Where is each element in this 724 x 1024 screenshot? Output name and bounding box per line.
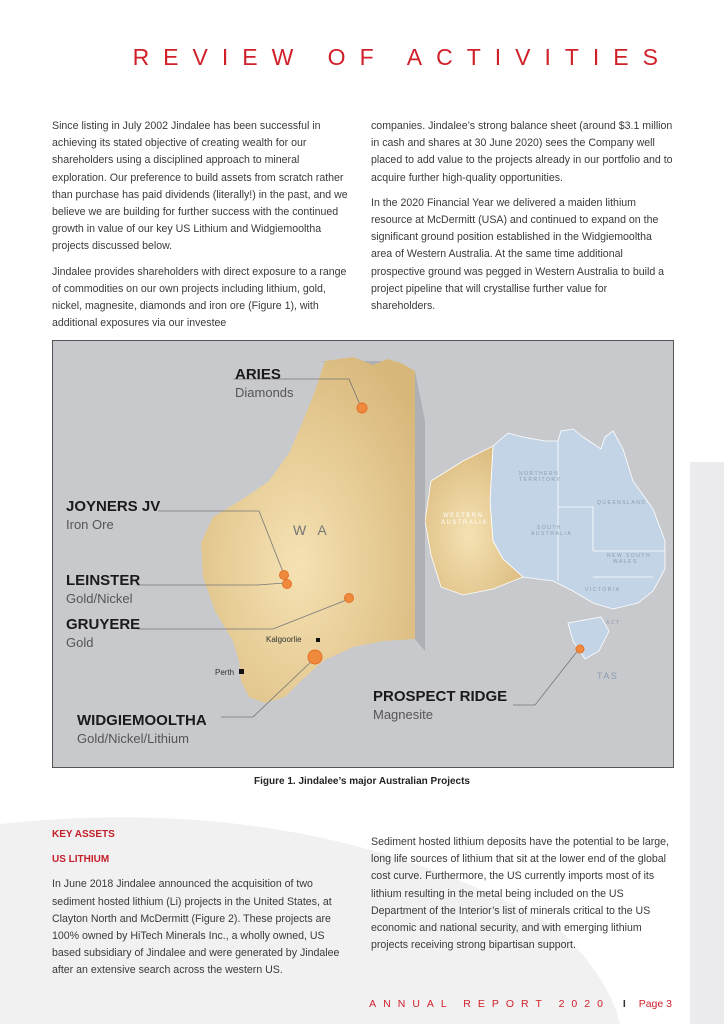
map-graphic	[53, 341, 673, 767]
section-heading: KEY ASSETS	[52, 829, 115, 840]
state-label: WESTERN	[443, 513, 484, 519]
widgiemooltha-marker	[308, 650, 322, 664]
state-label: NEW SOUTH	[607, 553, 652, 559]
intro-paragraph: Jindalee provides shareholders with direct exposure to a range of commodities on our own projects including lithium, gold, nickel, magnesite, diamonds and iron ore (Figure 1), with additional exposures via our investee	[52, 265, 347, 330]
body-paragraph: Sediment hosted lithium deposits have the potential to be large, long life sources of lithium that sit at the lower end of the global cost curve. Furthermore, the US currently imports most of its lithium resulting in the metal being included on the US Department of the Interior’s list of minerals critical to the US economic and national security, and with emerging lithium projects receiving strong bipartisan support.	[371, 836, 669, 952]
kalgoorlie-label: Kalgoorlie	[266, 635, 302, 644]
project-commodity-label: Magnesite	[373, 707, 433, 722]
project-name-label: GRUYERE	[66, 616, 141, 633]
project-name-label: WIDGIEMOOLTHA	[77, 712, 207, 729]
leinster-marker	[283, 580, 292, 589]
page-title: REVIEW OF ACTIVITIES	[132, 44, 672, 70]
state-label: VICTORIA	[585, 587, 621, 593]
state-label: QUEENSLAND	[597, 500, 647, 506]
project-commodity-label: Gold	[66, 635, 94, 650]
perth-label: Perth	[215, 668, 235, 677]
intro-paragraph: Since listing in July 2002 Jindalee has been successful in achieving its stated objective of creating wealth for our shareholders using a disciplined approach to mineral exploration. Our preference to build assets from scratch rather than purchase has paid dividends (literally!) in the past, and we believe we are building for further success with the continued growth in value of our key US Lithium and Widgiemooltha projects discussed below.	[52, 120, 348, 253]
wa-label: W A	[293, 522, 331, 538]
section-subheading: US LITHIUM	[52, 854, 110, 866]
intro-left-column	[52, 118, 354, 340]
project-name-label: PROSPECT RIDGE	[373, 688, 508, 705]
state-label: AUSTRALIA	[441, 520, 488, 526]
perth-marker	[239, 669, 244, 674]
body-paragraph: In June 2018 Jindalee announced the acquisition of two sediment hosted lithium (Li) projects in the United States, at Clayton North and McDermitt (Figure 2). These projects are 100% owned by HiTech Minerals Inc., a wholly owned, US based subsidiary of Jindalee and were generated by Jindalee after an extensive search across the western US.	[52, 878, 340, 977]
aries-marker	[357, 403, 367, 413]
project-commodity-label: Gold/Nickel/Lithium	[77, 731, 189, 746]
intro-right-column	[371, 118, 673, 323]
prospect-ridge-marker	[576, 645, 584, 653]
state-label: NORTHERN	[519, 471, 560, 477]
state-label: AUSTRALIA	[531, 531, 573, 537]
footer-report-title: ANNUAL REPORT 2020	[369, 998, 610, 1010]
project-commodity-label: Diamonds	[235, 385, 294, 400]
state-label: SOUTH	[537, 525, 562, 531]
intro-paragraph: companies. Jindalee’s strong balance sheet (around $3.1 million in cash and shares at 30 June 2020) sees the Company well placed to add value to the projects already in our portfolio and to acquire further high-quality opportunities.	[371, 120, 673, 184]
project-commodity-label: Iron Ore	[66, 517, 114, 532]
gruyere-marker	[345, 594, 354, 603]
key-assets-left-column	[52, 826, 354, 988]
state-label: TAS	[597, 671, 619, 681]
state-label: WALES	[613, 559, 638, 565]
project-name-label: LEINSTER	[66, 572, 141, 589]
kalgoorlie-marker	[316, 638, 320, 642]
projects-map	[52, 340, 674, 768]
project-name-label: JOYNERS JV	[66, 498, 161, 515]
joyners-marker	[280, 571, 289, 580]
page-number: Page 3	[638, 998, 672, 1010]
figure-caption: Figure 1. Jindalee’s major Australian Projects	[253, 776, 470, 787]
intro-paragraph: In the 2020 Financial Year we delivered a maiden lithium resource at McDermitt (USA) and continued to expand on the significant ground position established in the Widgiemooltha area of Western Australia. At the same time additional prospective ground was pegged in Western Australia to build a project pipeline that will crystallise further value for shareholders.	[371, 196, 665, 313]
key-assets-right-column	[371, 834, 673, 962]
footer-separator: I	[622, 998, 626, 1010]
project-commodity-label: Gold/Nickel	[66, 591, 133, 606]
state-label: TERRITORY	[519, 477, 562, 483]
state-label: ACT	[606, 620, 621, 626]
project-name-label: ARIES	[235, 366, 281, 383]
page-footer	[369, 998, 672, 1010]
